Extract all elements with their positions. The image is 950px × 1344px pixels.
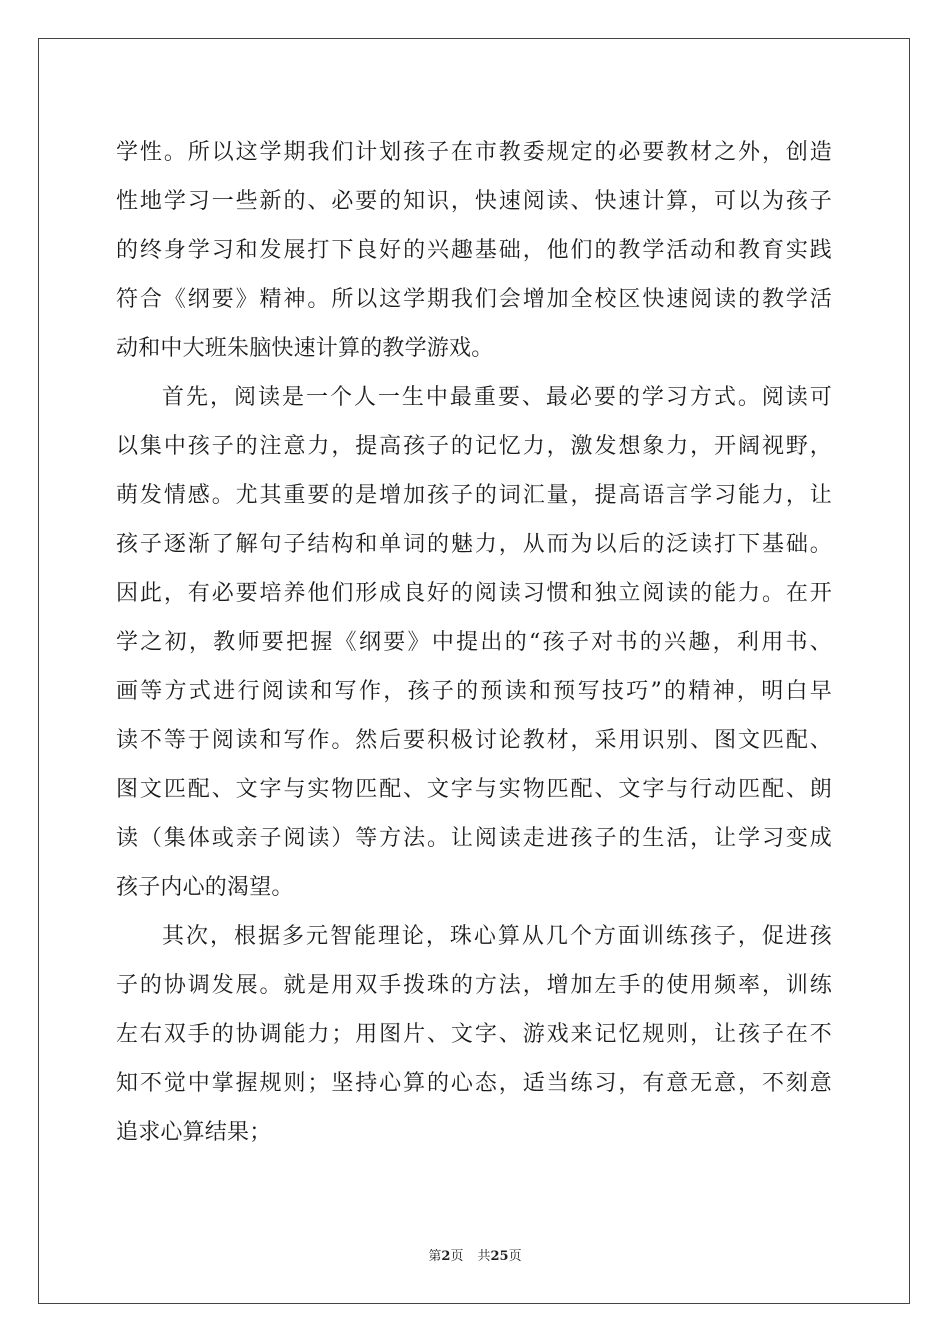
text-line: 画等方式进行阅读和写作，孩子的预读和预写技巧”的精神，明白早 (116, 679, 832, 704)
text-line: 追求心算结果； (116, 1120, 272, 1145)
page-number: 2 (441, 1249, 451, 1264)
text-line: 学性。所以这学期我们计划孩子在市教委规定的必要教材之外，创造 (116, 140, 832, 165)
text-line: 左右双手的协调能力；用图片、文字、游戏来记忆规则，让孩子在不 (116, 1022, 832, 1047)
text-line: 读不等于阅读和写作。然后要积极讨论教材，采用识别、图文匹配、 (116, 728, 832, 753)
total-pages: 25 (490, 1249, 509, 1264)
total-prefix: 共 (477, 1249, 491, 1264)
text-line: 孩子逐渐了解句子结构和单词的魅力，从而为以后的泛读打下基础。 (116, 532, 832, 557)
text-line: 以集中孩子的注意力，提高孩子的记忆力，激发想象力，开阔视野， (116, 434, 832, 459)
text-line: 知不觉中掌握规则；坚持心算的心态，适当练习，有意无意，不刻意 (116, 1071, 832, 1096)
text-line: 读（集体或亲子阅读）等方法。让阅读走进孩子的生活，让学习变成 (116, 826, 832, 851)
text-line: 因此，有必要培养他们形成良好的阅读习惯和独立阅读的能力。在开 (116, 581, 832, 606)
text-line: 孩子内心的渴望。 (116, 875, 294, 900)
page-suffix: 页 (450, 1249, 464, 1264)
text-line: 性地学习一些新的、必要的知识，快速阅读、快速计算，可以为孩子 (116, 189, 832, 214)
text-line: 其次，根据多元智能理论，珠心算从几个方面训练孩子，促进孩 (162, 924, 832, 949)
text-line: 子的协调发展。就是用双手拨珠的方法，增加左手的使用频率，训练 (116, 973, 832, 998)
page-footer (0, 1249, 950, 1265)
text-line: 图文匹配、文字与实物匹配、文字与实物匹配、文字与行动匹配、朗 (116, 777, 832, 802)
text-line: 萌发情感。尤其重要的是增加孩子的词汇量，提高语言学习能力，让 (116, 483, 832, 508)
total-suffix: 页 (508, 1249, 522, 1264)
text-line: 符合《纲要》精神。所以这学期我们会增加全校区快速阅读的教学活 (116, 287, 832, 312)
text-line: 动和中大班朱脑快速计算的教学游戏。 (116, 336, 494, 361)
text-line: 的终身学习和发展打下良好的兴趣基础，他们的教学活动和教育实践 (116, 238, 832, 263)
text-line: 学之初，教师要把握《纲要》中提出的“孩子对书的兴趣，利用书、 (116, 630, 832, 655)
page-prefix: 第 (428, 1249, 442, 1264)
document-body (116, 128, 832, 1157)
text-line: 首先，阅读是一个人一生中最重要、最必要的学习方式。阅读可 (162, 385, 832, 410)
